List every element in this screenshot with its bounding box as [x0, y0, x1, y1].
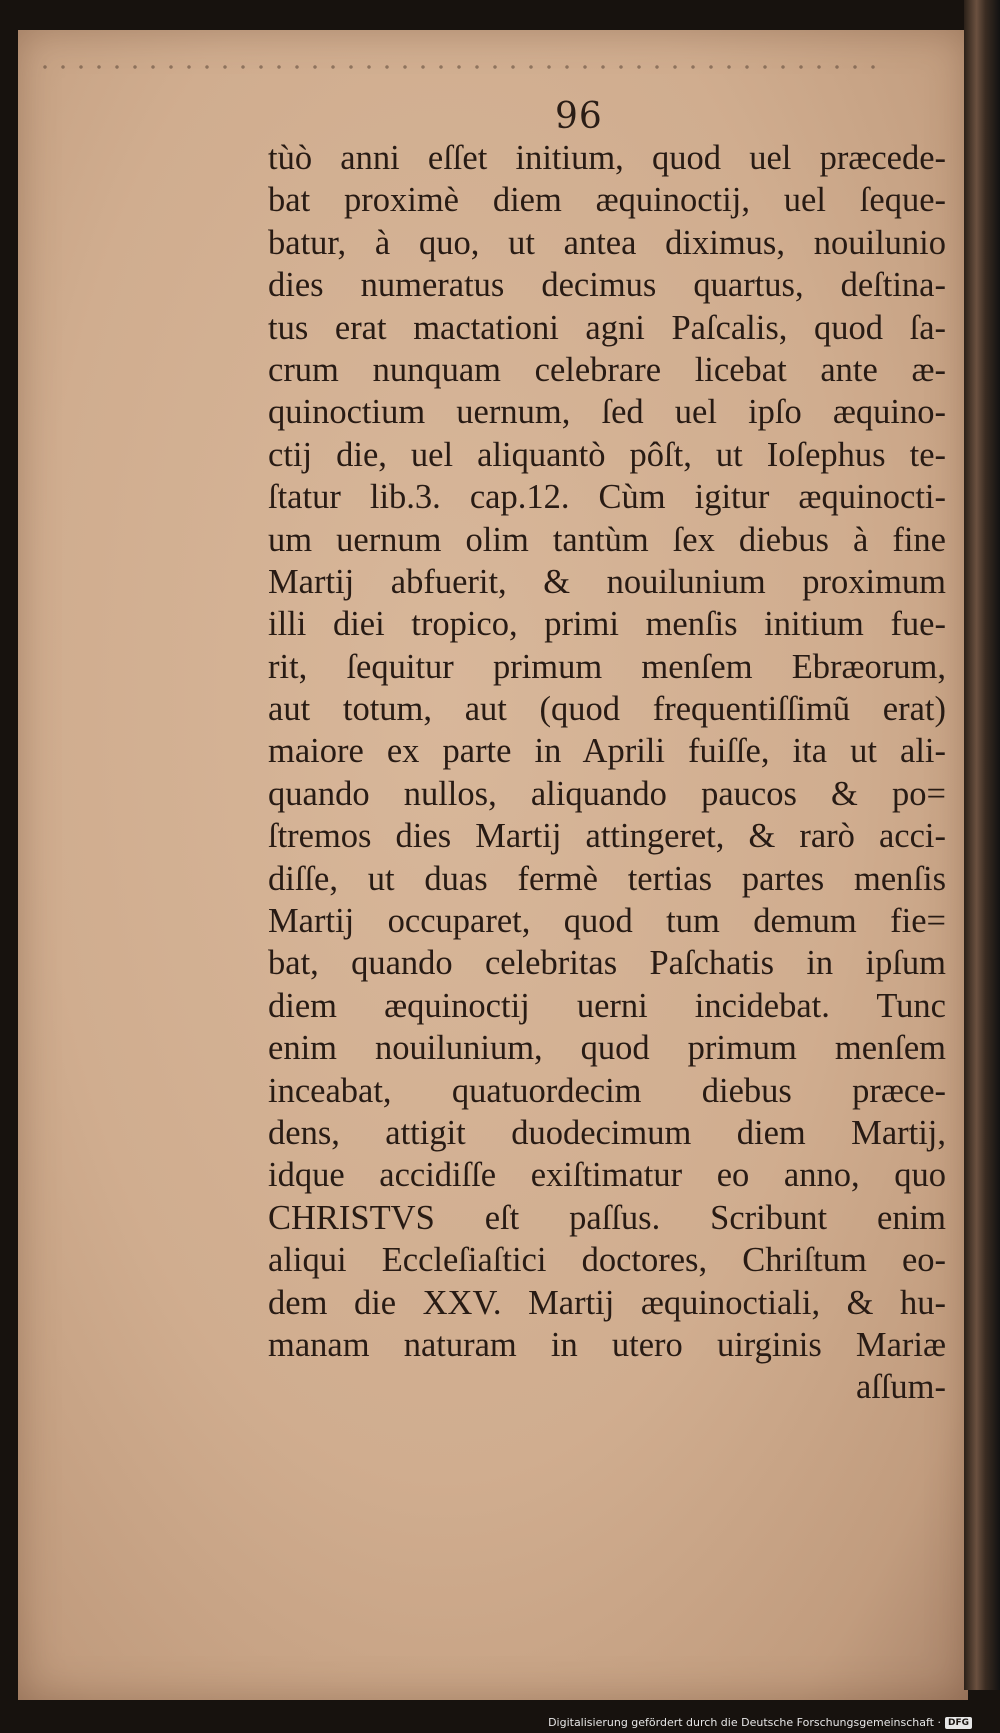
footer-text: Digitalisierung gefördert durch die Deutsche Forschungsgemeinschaft · [548, 1716, 941, 1729]
text-line: rit, ſequitur primum menſem Ebræorum, [268, 647, 946, 686]
text-line: um uernum olim tantùm ſex diebus à fine [268, 520, 946, 559]
text-line: bat proximè diem æquinoctij, uel ſeque- [268, 181, 946, 220]
text-line: Martij occuparet, quod tum demum fie= [268, 902, 946, 941]
text-line: ſtremos dies Martij attingeret, & rarò acci- [268, 817, 946, 856]
dfg-logo-icon: DFG [945, 1717, 972, 1729]
text-line: batur, à quo, ut antea diximus, nouilunio [268, 223, 946, 262]
text-line: tùò anni eſſet initium, quod uel præcede- [268, 139, 946, 177]
text-line: bat, quando celebritas Paſchatis in ipſum [268, 944, 946, 983]
text-line: quando nullos, aliquando paucos & po= [268, 774, 946, 813]
text-line: illi diei tropico, primi menſis initium fue- [268, 605, 946, 644]
text-line: quinoctium uernum, ſed uel ipſo æquino- [268, 393, 946, 432]
text-line: dies numeratus decimus quartus, deſtina- [268, 266, 946, 305]
text-line: idque accidiſſe exiſtimatur eo anno, quo [268, 1156, 946, 1195]
text-line: manam naturam in utero uirginis Mariæ [268, 1325, 946, 1364]
page-number: 96 [555, 96, 603, 137]
text-line: tus erat mactationi agni Paſcalis, quod ſa- [268, 308, 946, 347]
text-line: CHRISTVS eſt paſſus. Scribunt enim [268, 1198, 946, 1237]
text-line: ſtatur lib.3. cap.12. Cùm igitur æquinocti- [268, 478, 946, 517]
text-line: enim nouilunium, quod primum menſem [268, 1029, 946, 1068]
text-line: maiore ex parte in Aprili fuiſſe, ita ut ali- [268, 732, 946, 771]
text-line: aut totum, aut (quod frequentiſſimũ erat) [268, 690, 946, 729]
text-line: aſſum- [855, 1368, 946, 1407]
text-line: crum nunquam celebrare licebat ante æ- [268, 350, 946, 389]
text-line: ctij die, uel aliquantò pôſt, ut Ioſephus te- [268, 435, 946, 474]
text-line: diem æquinoctij uerni incidebat. Tunc [268, 986, 946, 1025]
text-line: inceabat, quatuordecim diebus præce- [268, 1071, 946, 1110]
page-edge [964, 0, 1000, 1690]
top-edge-dots [36, 64, 886, 70]
digitization-footer [548, 1716, 972, 1729]
body-text [268, 137, 946, 1409]
text-line: dem die XXV. Martij æquinoctiali, & hu- [268, 1283, 946, 1322]
text-line: diſſe, ut duas fermè tertias partes menſis [268, 859, 946, 898]
text-line: Martij abfuerit, & nouilunium proximum [268, 562, 946, 601]
text-line: aliqui Eccleſiaſtici doctores, Chriſtum eo- [268, 1241, 946, 1280]
text-line: dens, attigit duodecimum diem Martij, [268, 1113, 946, 1152]
